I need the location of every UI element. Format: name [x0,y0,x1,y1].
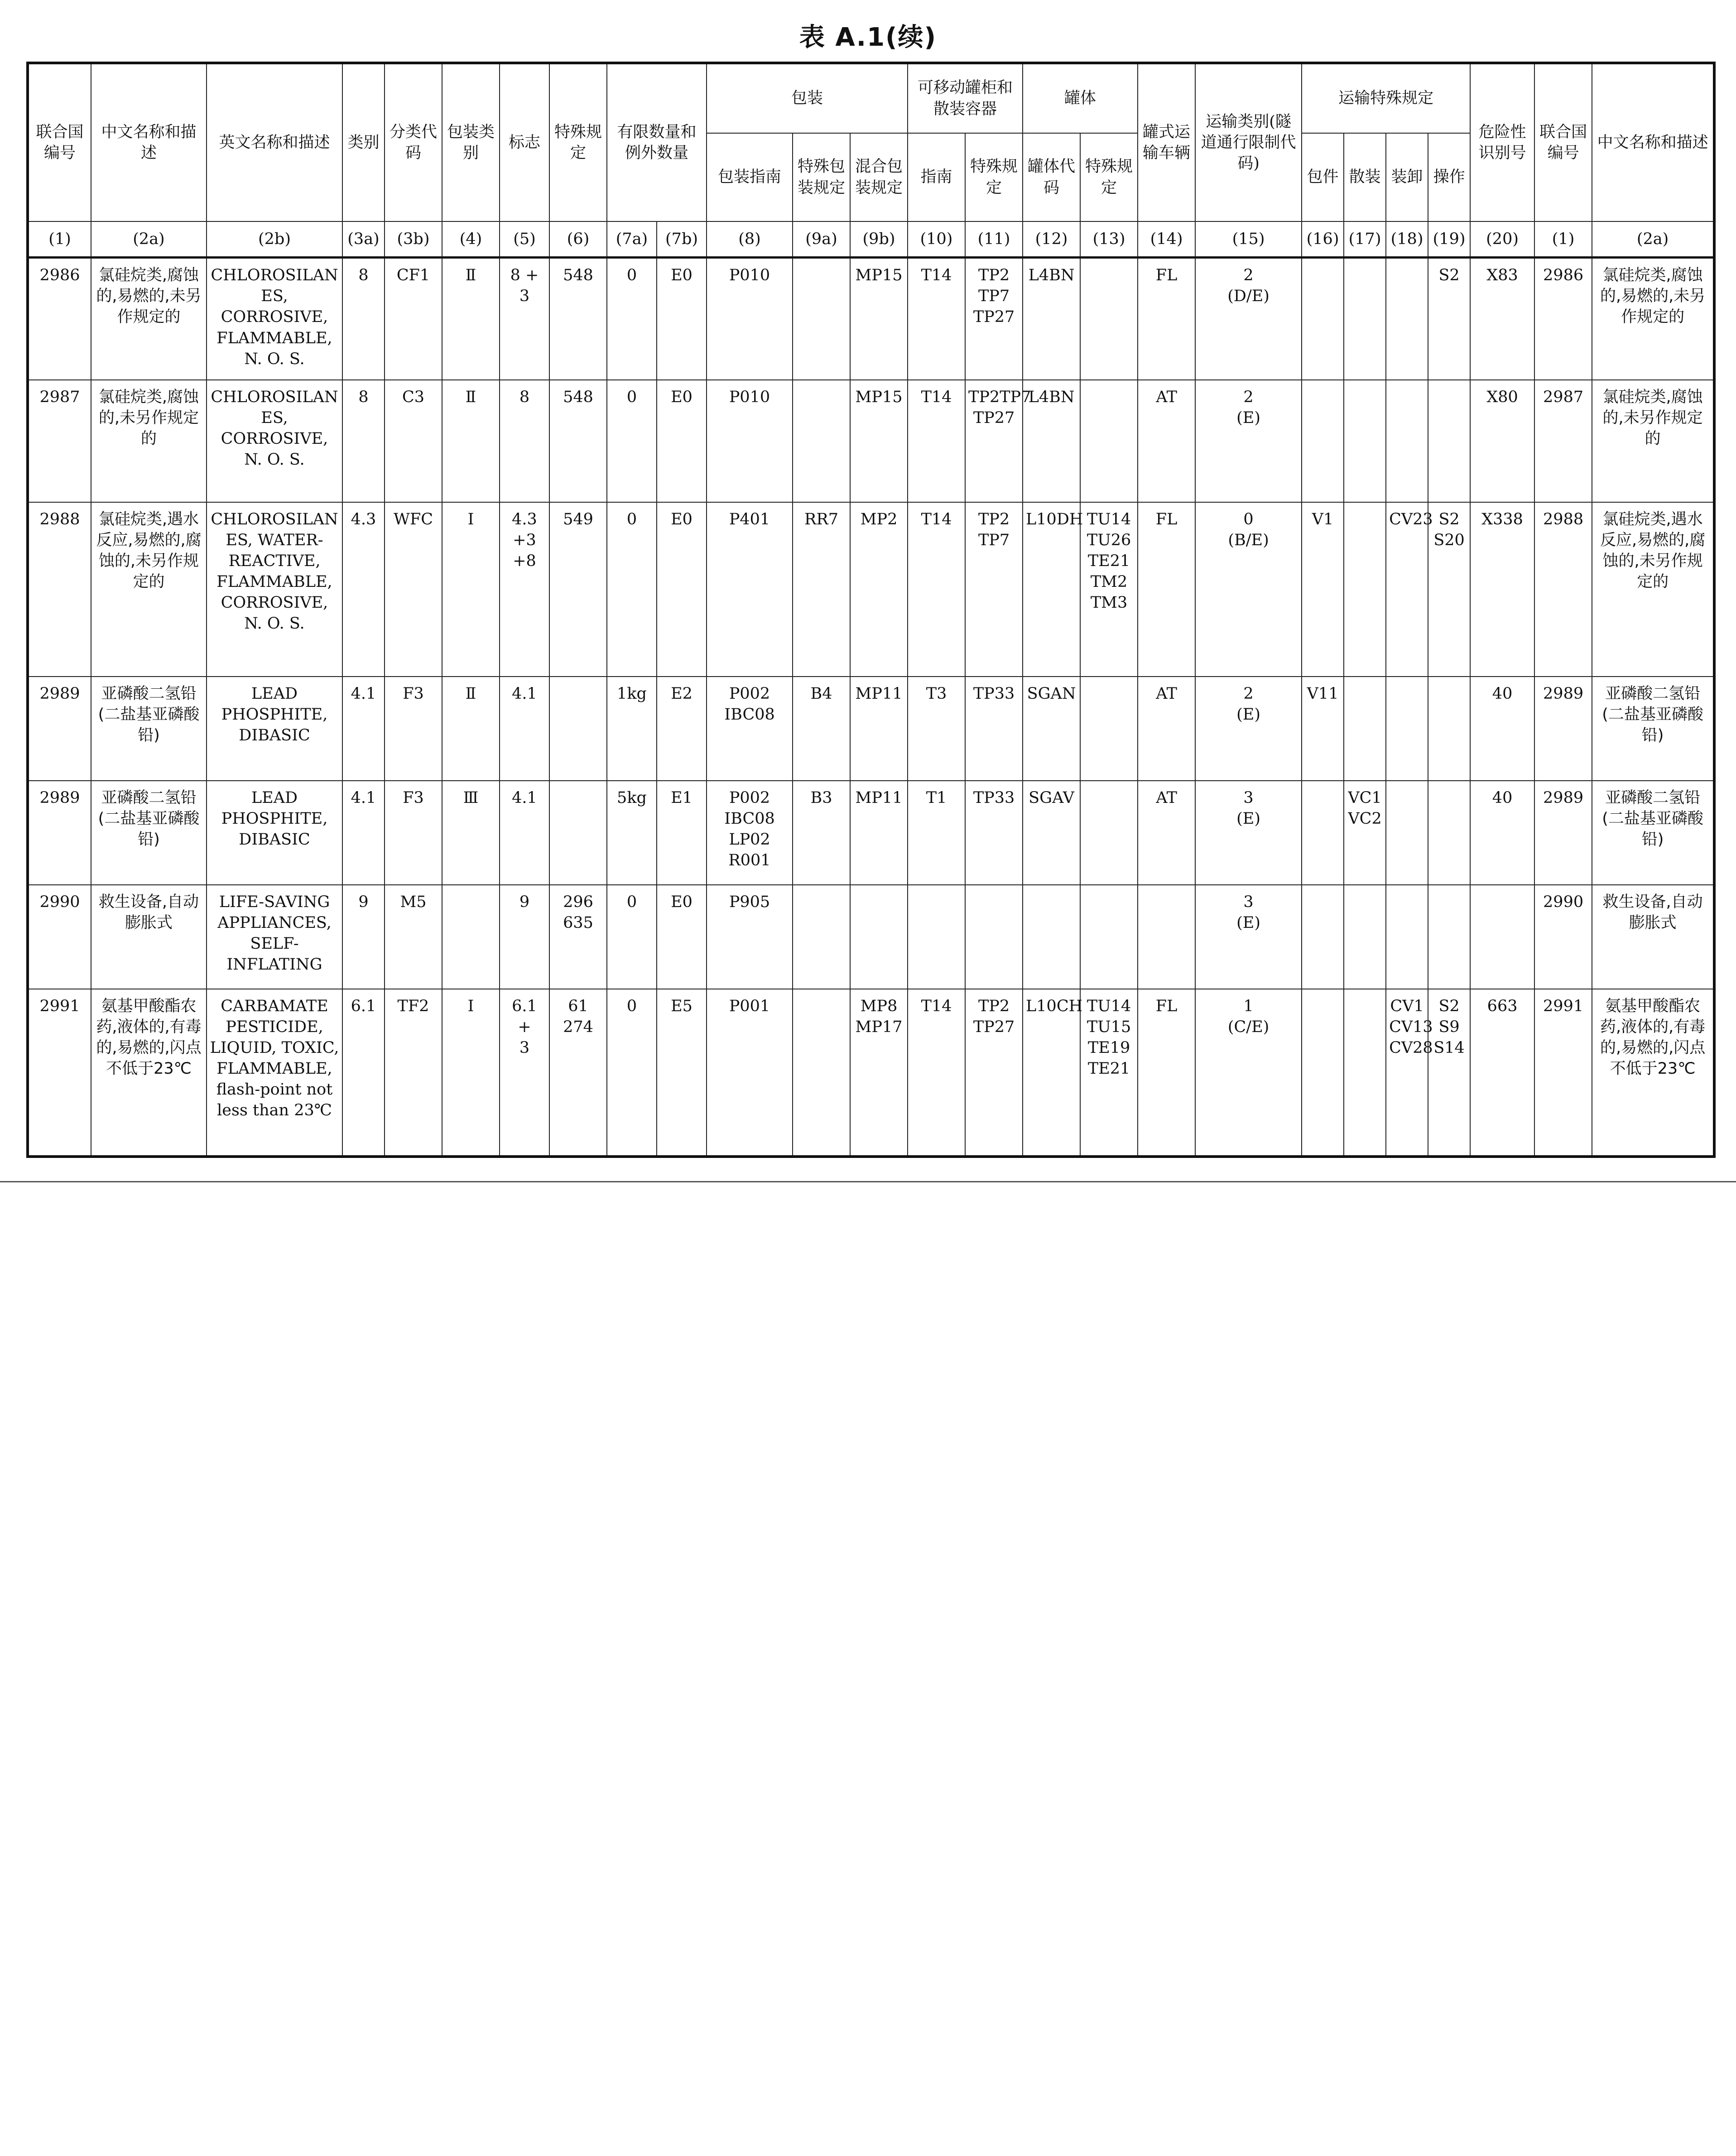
header-hazard-id: 危险性识别号 [1470,63,1534,221]
header-portable-tank-instructions: 指南 [908,133,965,221]
table-cell: 0 [607,258,657,380]
table-cell: MP11 [850,677,908,781]
table-cell [793,989,850,1157]
table-cell [1428,885,1470,989]
table-cell: TP33 [965,781,1023,885]
column-number: (11) [965,221,1023,258]
table-cell: B4 [793,677,850,781]
table-cell [1344,677,1386,781]
table-cell: 4.1 [500,781,549,885]
header-tanks: 罐体 [1023,63,1138,133]
table-cell: 氯硅烷类,遇水反应,易燃的,腐蚀的,未另作规定的 [1592,502,1714,677]
table-cell: L4BN [1023,258,1080,380]
table-cell: 4.1 [342,781,385,885]
table-cell [442,885,500,989]
table-cell: 氯硅烷类,腐蚀的,易燃的,未另作规定的 [91,258,207,380]
column-number: (7a) [607,221,657,258]
column-number: (19) [1428,221,1470,258]
table-cell: T1 [908,781,965,885]
page-title: 表 A.1(续) [799,23,937,52]
table-cell [1080,258,1138,380]
table-cell: E0 [657,258,707,380]
table-row [28,781,1714,885]
column-number: (9b) [850,221,908,258]
column-number: (2b) [207,221,342,258]
table-cell: 2986 [28,258,91,380]
table-cell [1302,258,1344,380]
table-cell: E0 [657,502,707,677]
table-cell: FL [1138,989,1195,1157]
column-number: (1) [1534,221,1592,258]
column-number: (17) [1344,221,1386,258]
table-cell [1080,677,1138,781]
table-cell: E0 [657,885,707,989]
table-cell: FL [1138,502,1195,677]
table-cell: F3 [385,677,442,781]
table-cell: 3 (E) [1195,885,1302,989]
header-limited-quantity: 有限数量和例外数量 [607,63,707,221]
table-cell: WFC [385,502,442,677]
header-tank-special: 特殊规定 [1080,133,1138,221]
table-row [28,258,1714,380]
table-cell: 4.3 +3 +8 [500,502,549,677]
table-cell: P010 [707,258,793,380]
table-cell [1344,502,1386,677]
table-cell [1080,781,1138,885]
column-number: (9a) [793,221,850,258]
table-cell: E1 [657,781,707,885]
table-cell [1302,781,1344,885]
table-cell: X83 [1470,258,1534,380]
table-cell [1428,781,1470,885]
table-cell: T14 [908,380,965,502]
table-cell [793,258,850,380]
header-class: 类别 [342,63,385,221]
table-cell [793,380,850,502]
table-cell: TP2 TP27 [965,989,1023,1157]
table-cell: 8 [342,380,385,502]
header-un-no: 联合国编号 [28,63,91,221]
header-zh-name: 中文名称和描述 [91,63,207,221]
table-cell: 9 [342,885,385,989]
table-cell: SGAN [1023,677,1080,781]
table-cell: 663 [1470,989,1534,1157]
table-cell: 61 274 [549,989,607,1157]
table-cell: 40 [1470,677,1534,781]
table-cell: P401 [707,502,793,677]
table-cell: 救生设备,自动膨胀式 [91,885,207,989]
column-number: (15) [1195,221,1302,258]
column-number: (3a) [342,221,385,258]
table-cell: CF1 [385,258,442,380]
table-cell: 2 (E) [1195,380,1302,502]
column-number: (18) [1386,221,1428,258]
header-loading: 装卸 [1386,133,1428,221]
column-number: (5) [500,221,549,258]
table-cell: E5 [657,989,707,1157]
table-cell: S2 S9 S14 [1428,989,1470,1157]
column-number: (20) [1470,221,1534,258]
table-cell: CHLOROSILANES, CORROSIVE, FLAMMABLE, N. O. S. [207,258,342,380]
table-cell: S2 S20 [1428,502,1470,677]
table-cell: 2988 [28,502,91,677]
table-cell [1428,677,1470,781]
table-cell: L10CH [1023,989,1080,1157]
header-special-provisions: 特殊规定 [549,63,607,221]
table-row [28,989,1714,1157]
table-cell: 氯硅烷类,腐蚀的,未另作规定的 [1592,380,1714,502]
table-cell: 2987 [1534,380,1592,502]
table-cell [1386,781,1428,885]
table-row [28,380,1714,502]
table-cell [1302,989,1344,1157]
table-cell: AT [1138,380,1195,502]
table-cell: CV23 [1386,502,1428,677]
header-en-name: 英文名称和描述 [207,63,342,221]
table-body [28,258,1714,1157]
table-cell: 1 (C/E) [1195,989,1302,1157]
table-cell: T3 [908,677,965,781]
dangerous-goods-table [26,62,1716,1158]
table-cell [1428,380,1470,502]
table-cell: P905 [707,885,793,989]
table-cell: MP15 [850,380,908,502]
table-cell: E2 [657,677,707,781]
table-cell [965,885,1023,989]
table-cell: MP8 MP17 [850,989,908,1157]
header-tank-code: 罐体代码 [1023,133,1080,221]
table-cell: V1 [1302,502,1344,677]
column-number: (10) [908,221,965,258]
table-cell: P010 [707,380,793,502]
table-cell [850,885,908,989]
table-cell: X80 [1470,380,1534,502]
table-cell: T14 [908,258,965,380]
table-cell: CHLOROSILANES, WATER-REACTIVE, FLAMMABLE, CORROSIVE, N. O. S. [207,502,342,677]
table-cell: T14 [908,989,965,1157]
table-cell: LEAD PHOSPHITE, DIBASIC [207,677,342,781]
table-cell: 亚磷酸二氢铅(二盐基亚磷酸铅) [1592,781,1714,885]
table-cell: 2 (D/E) [1195,258,1302,380]
header-tank-vehicle: 罐式运输车辆 [1138,63,1195,221]
table-cell [1080,885,1138,989]
table-cell [1344,989,1386,1157]
table-cell: TP2 TP7 TP27 [965,258,1023,380]
table-cell: 2 (E) [1195,677,1302,781]
table-cell: 2991 [28,989,91,1157]
table-cell: L4BN [1023,380,1080,502]
table-cell: MP2 [850,502,908,677]
table-cell: L10DH [1023,502,1080,677]
table-cell: S2 [1428,258,1470,380]
column-number: (1) [28,221,91,258]
table-cell: Ⅰ [442,989,500,1157]
header-labels: 标志 [500,63,549,221]
table-cell: 0 [607,380,657,502]
header-pack-mixed: 混合包装规定 [850,133,908,221]
header-packages: 包件 [1302,133,1344,221]
table-cell: 2988 [1534,502,1592,677]
header-operation: 操作 [1428,133,1470,221]
header-zh-name-repeat: 中文名称和描述 [1592,63,1714,221]
table-cell: 3 (E) [1195,781,1302,885]
table-cell: 2989 [28,677,91,781]
table-cell: 氨基甲酸酯农药,液体的,有毒的,易燃的,闪点不低于23℃ [91,989,207,1157]
table-row [28,885,1714,989]
table-cell: 5kg [607,781,657,885]
table-cell: TU14 TU15 TE19 TE21 [1080,989,1138,1157]
table-cell: LIFE-SAVING APPLIANCES, SELF-INFLATING [207,885,342,989]
header-transport-category: 运输类别(隧道通行限制代码) [1195,63,1302,221]
table-cell: 296 635 [549,885,607,989]
column-number: (14) [1138,221,1195,258]
table-cell [1138,885,1195,989]
table-cell [549,781,607,885]
table-row [28,677,1714,781]
table-cell [1344,380,1386,502]
table-cell: 40 [1470,781,1534,885]
table-cell: 8 + 3 [500,258,549,380]
table-cell [793,885,850,989]
table-cell: 4.1 [500,677,549,781]
table-cell: Ⅲ [442,781,500,885]
table-cell: 548 [549,258,607,380]
table-cell: 2987 [28,380,91,502]
table-cell: 1kg [607,677,657,781]
table-cell: 亚磷酸二氢铅(二盐基亚磷酸铅) [91,781,207,885]
table-cell [1080,380,1138,502]
column-number: (6) [549,221,607,258]
table-cell: CV1 CV13 CV28 [1386,989,1428,1157]
table-cell: RR7 [793,502,850,677]
table-cell: Ⅰ [442,502,500,677]
table-cell: 6.1 + 3 [500,989,549,1157]
table-cell: C3 [385,380,442,502]
table-cell: CARBAMATE PESTICIDE, LIQUID, TOXIC, FLAMMABLE, flash-point not less than 23℃ [207,989,342,1157]
table-cell [1344,258,1386,380]
table-cell [1386,677,1428,781]
table-cell: 549 [549,502,607,677]
table-cell: TF2 [385,989,442,1157]
column-number: (12) [1023,221,1080,258]
table-cell [1386,258,1428,380]
header-packaging: 包装 [707,63,908,133]
table-cell [1302,380,1344,502]
header-un-no-repeat: 联合国编号 [1534,63,1592,221]
table-cell: 4.3 [342,502,385,677]
column-number: (16) [1302,221,1344,258]
table-cell [908,885,965,989]
table-cell: 0 (B/E) [1195,502,1302,677]
table-row [28,502,1714,677]
table-cell: 氨基甲酸酯农药,液体的,有毒的,易燃的,闪点不低于23℃ [1592,989,1714,1157]
table-cell: P001 [707,989,793,1157]
table-cell: LEAD PHOSPHITE, DIBASIC [207,781,342,885]
table-cell: 8 [342,258,385,380]
table-cell: 9 [500,885,549,989]
table-cell [1386,885,1428,989]
table-cell: 救生设备,自动膨胀式 [1592,885,1714,989]
column-number: (4) [442,221,500,258]
header-bulk: 散装 [1344,133,1386,221]
table-cell: M5 [385,885,442,989]
table-cell: P002 IBC08 [707,677,793,781]
header-pack-special: 特殊包装规定 [793,133,850,221]
table-cell: T14 [908,502,965,677]
header-special-transport: 运输特殊规定 [1302,63,1470,133]
column-number: (13) [1080,221,1138,258]
table-cell: 2989 [1534,781,1592,885]
table-cell: 2991 [1534,989,1592,1157]
table-cell: TU14 TU26 TE21 TM2 TM3 [1080,502,1138,677]
table-cell [549,677,607,781]
table-cell: F3 [385,781,442,885]
column-number: (7b) [657,221,707,258]
table-cell: 氯硅烷类,腐蚀的,未另作规定的 [91,380,207,502]
table-cell: Ⅱ [442,380,500,502]
column-number: (2a) [91,221,207,258]
table-cell [1386,380,1428,502]
table-cell: 4.1 [342,677,385,781]
table-cell: MP15 [850,258,908,380]
table-cell: 2990 [28,885,91,989]
table-cell: 2986 [1534,258,1592,380]
column-number: (8) [707,221,793,258]
table-cell: X338 [1470,502,1534,677]
page-divider [0,1181,1736,1182]
column-number: (2a) [1592,221,1714,258]
table-cell: 氯硅烷类,遇水反应,易燃的,腐蚀的,未另作规定的 [91,502,207,677]
table-cell: B3 [793,781,850,885]
column-number-row [28,221,1714,258]
table-cell: TP33 [965,677,1023,781]
header-portable-tank-special: 特殊规定 [965,133,1023,221]
table-cell: 8 [500,380,549,502]
table-cell: AT [1138,677,1195,781]
table-cell: SGAV [1023,781,1080,885]
table-cell: VC1 VC2 [1344,781,1386,885]
table-cell [1302,885,1344,989]
table-cell [1470,885,1534,989]
table-cell: 2989 [1534,677,1592,781]
table-cell: 0 [607,502,657,677]
column-number: (3b) [385,221,442,258]
table-cell [1023,885,1080,989]
table-cell: Ⅱ [442,677,500,781]
table-cell: P002 IBC08 LP02 R001 [707,781,793,885]
table-cell: 亚磷酸二氢铅(二盐基亚磷酸铅) [91,677,207,781]
table-cell: CHLOROSILANES, CORROSIVE, N. O. S. [207,380,342,502]
table-cell: 0 [607,989,657,1157]
table-cell: 2990 [1534,885,1592,989]
table-cell: E0 [657,380,707,502]
header-portable-tanks: 可移动罐柜和散装容器 [908,63,1023,133]
header-packing-group: 包装类别 [442,63,500,221]
table-cell: FL [1138,258,1195,380]
table-cell: TP2TP7 TP27 [965,380,1023,502]
table-cell [1344,885,1386,989]
table-cell: 6.1 [342,989,385,1157]
table-cell: AT [1138,781,1195,885]
table-cell: V11 [1302,677,1344,781]
header-class-code: 分类代码 [385,63,442,221]
table-cell: Ⅱ [442,258,500,380]
table-cell: TP2 TP7 [965,502,1023,677]
table-cell: MP11 [850,781,908,885]
table-cell: 2989 [28,781,91,885]
table-cell: 亚磷酸二氢铅(二盐基亚磷酸铅) [1592,677,1714,781]
table-cell: 氯硅烷类,腐蚀的,易燃的,未另作规定的 [1592,258,1714,380]
table-cell: 0 [607,885,657,989]
header-pack-instructions: 包装指南 [707,133,793,221]
table-cell: 548 [549,380,607,502]
